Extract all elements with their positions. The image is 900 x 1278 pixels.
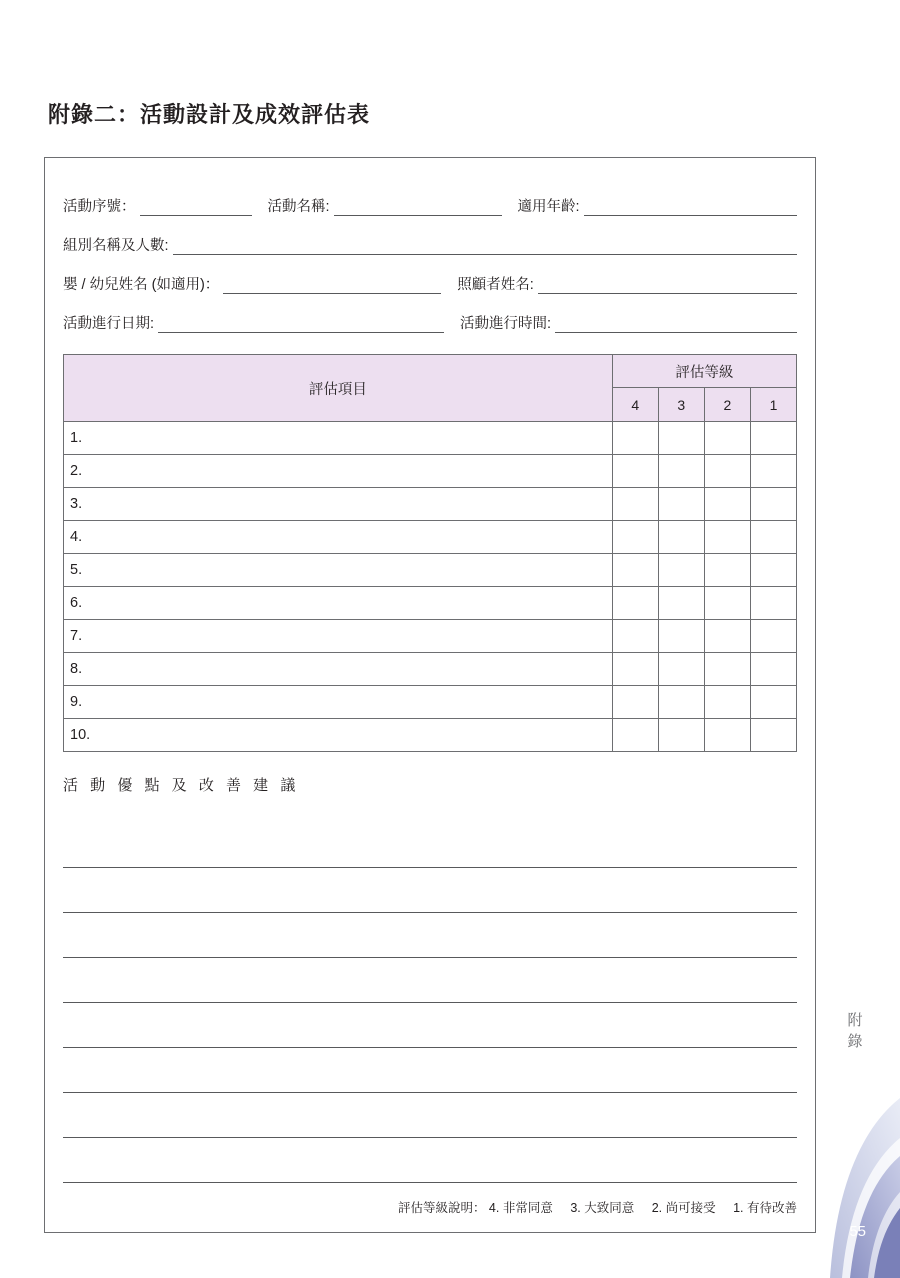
header-item: 評估項目: [64, 355, 613, 422]
row-label[interactable]: 9.: [64, 686, 613, 719]
table-row: [64, 422, 797, 455]
header-grade-4: 4: [612, 388, 658, 422]
row-label[interactable]: 6.: [64, 587, 613, 620]
score-cell-4[interactable]: [612, 587, 658, 620]
comment-line[interactable]: [63, 1003, 797, 1048]
score-cell-1[interactable]: [750, 587, 796, 620]
comment-line[interactable]: [63, 868, 797, 913]
score-cell-2[interactable]: [704, 686, 750, 719]
table-row: [64, 455, 797, 488]
table-row: [64, 521, 797, 554]
header-grade-1: 1: [750, 388, 796, 422]
score-cell-3[interactable]: [658, 587, 704, 620]
score-cell-2[interactable]: [704, 521, 750, 554]
comment-line[interactable]: [63, 823, 797, 868]
header-grade-3: 3: [658, 388, 704, 422]
score-cell-2[interactable]: [704, 587, 750, 620]
input-activity-time[interactable]: [555, 318, 797, 333]
score-cell-4[interactable]: [612, 455, 658, 488]
row-label[interactable]: 10.: [64, 719, 613, 752]
label-activity-time: 活動進行時間:: [460, 316, 552, 332]
score-cell-4[interactable]: [612, 719, 658, 752]
label-child-name: 嬰 / 幼兒姓名 (如適用)：: [63, 277, 220, 293]
score-cell-1[interactable]: [750, 620, 796, 653]
input-activity-date[interactable]: [158, 318, 444, 333]
table-row: [64, 488, 797, 521]
score-cell-4[interactable]: [612, 620, 658, 653]
table-header-row-1: [64, 355, 797, 388]
legend-item-2: 2. 尚可接受: [651, 1201, 716, 1215]
score-cell-2[interactable]: [704, 653, 750, 686]
comment-line[interactable]: [63, 1048, 797, 1093]
label-activity-name: 活動名稱:: [267, 199, 330, 215]
score-cell-3[interactable]: [658, 488, 704, 521]
row-label[interactable]: 8.: [64, 653, 613, 686]
field-row-1: [63, 198, 797, 216]
comments-title: 活 動 優 點 及 改 善 建 議: [63, 777, 300, 794]
score-cell-3[interactable]: [658, 422, 704, 455]
comment-line[interactable]: [63, 1093, 797, 1138]
row-label[interactable]: 2.: [64, 455, 613, 488]
score-cell-2[interactable]: [704, 719, 750, 752]
row-label[interactable]: 5.: [64, 554, 613, 587]
input-activity-number[interactable]: [140, 201, 252, 216]
score-cell-4[interactable]: [612, 653, 658, 686]
legend-item-3: 3. 大致同意: [570, 1201, 635, 1215]
score-cell-4[interactable]: [612, 488, 658, 521]
score-cell-1[interactable]: [750, 521, 796, 554]
score-cell-3[interactable]: [658, 653, 704, 686]
grade-legend: [398, 1198, 797, 1216]
form-inner: [63, 198, 797, 1183]
score-cell-1[interactable]: [750, 719, 796, 752]
table-row: [64, 686, 797, 719]
score-cell-2[interactable]: [704, 554, 750, 587]
row-label[interactable]: 3.: [64, 488, 613, 521]
score-cell-4[interactable]: [612, 554, 658, 587]
field-row-3: [63, 276, 797, 294]
score-cell-1[interactable]: [750, 455, 796, 488]
label-suitable-age: 適用年齡:: [517, 199, 580, 215]
score-cell-1[interactable]: [750, 554, 796, 587]
row-label[interactable]: 7.: [64, 620, 613, 653]
field-row-4: [63, 315, 797, 333]
score-cell-4[interactable]: [612, 422, 658, 455]
comments-area[interactable]: [63, 823, 797, 1183]
table-row: [64, 653, 797, 686]
score-cell-3[interactable]: [658, 554, 704, 587]
score-cell-2[interactable]: [704, 422, 750, 455]
score-cell-2[interactable]: [704, 455, 750, 488]
score-cell-1[interactable]: [750, 488, 796, 521]
row-label[interactable]: 1.: [64, 422, 613, 455]
table-row: [64, 719, 797, 752]
comment-line[interactable]: [63, 1138, 797, 1183]
evaluation-table: [63, 354, 797, 752]
score-cell-3[interactable]: [658, 521, 704, 554]
label-activity-number: 活動序號：: [63, 199, 136, 215]
score-cell-1[interactable]: [750, 686, 796, 719]
page-number: 55: [849, 1223, 866, 1240]
score-cell-2[interactable]: [704, 488, 750, 521]
input-group-name-size[interactable]: [173, 240, 797, 255]
table-row: [64, 554, 797, 587]
header-grade-2: 2: [704, 388, 750, 422]
score-cell-4[interactable]: [612, 686, 658, 719]
input-child-name[interactable]: [223, 279, 441, 294]
legend-item-1: 1. 有待改善: [733, 1201, 797, 1215]
score-cell-4[interactable]: [612, 521, 658, 554]
score-cell-1[interactable]: [750, 653, 796, 686]
score-cell-3[interactable]: [658, 719, 704, 752]
score-cell-2[interactable]: [704, 620, 750, 653]
label-caregiver-name: 照顧者姓名:: [457, 277, 534, 293]
label-activity-date: 活動進行日期:: [63, 316, 155, 332]
input-suitable-age[interactable]: [584, 201, 797, 216]
field-row-2: [63, 237, 797, 255]
row-label[interactable]: 4.: [64, 521, 613, 554]
input-caregiver-name[interactable]: [538, 279, 797, 294]
header-grade: 評估等級: [612, 355, 796, 388]
score-cell-3[interactable]: [658, 455, 704, 488]
comment-line[interactable]: [63, 958, 797, 1003]
page-title: 附錄二：活動設計及成效評估表: [48, 102, 371, 127]
comment-line[interactable]: [63, 913, 797, 958]
table-row: [64, 587, 797, 620]
evaluation-form-box: [44, 157, 816, 1233]
input-activity-name[interactable]: [334, 201, 502, 216]
table-row: [64, 620, 797, 653]
score-cell-3[interactable]: [658, 620, 704, 653]
score-cell-1[interactable]: [750, 422, 796, 455]
label-group-name-size: 組別名稱及人數:: [63, 238, 169, 254]
score-cell-3[interactable]: [658, 686, 704, 719]
side-tab-label: 附錄: [847, 1012, 863, 1050]
legend-prefix: 評估等級說明： 4. 非常同意: [397, 1201, 553, 1215]
